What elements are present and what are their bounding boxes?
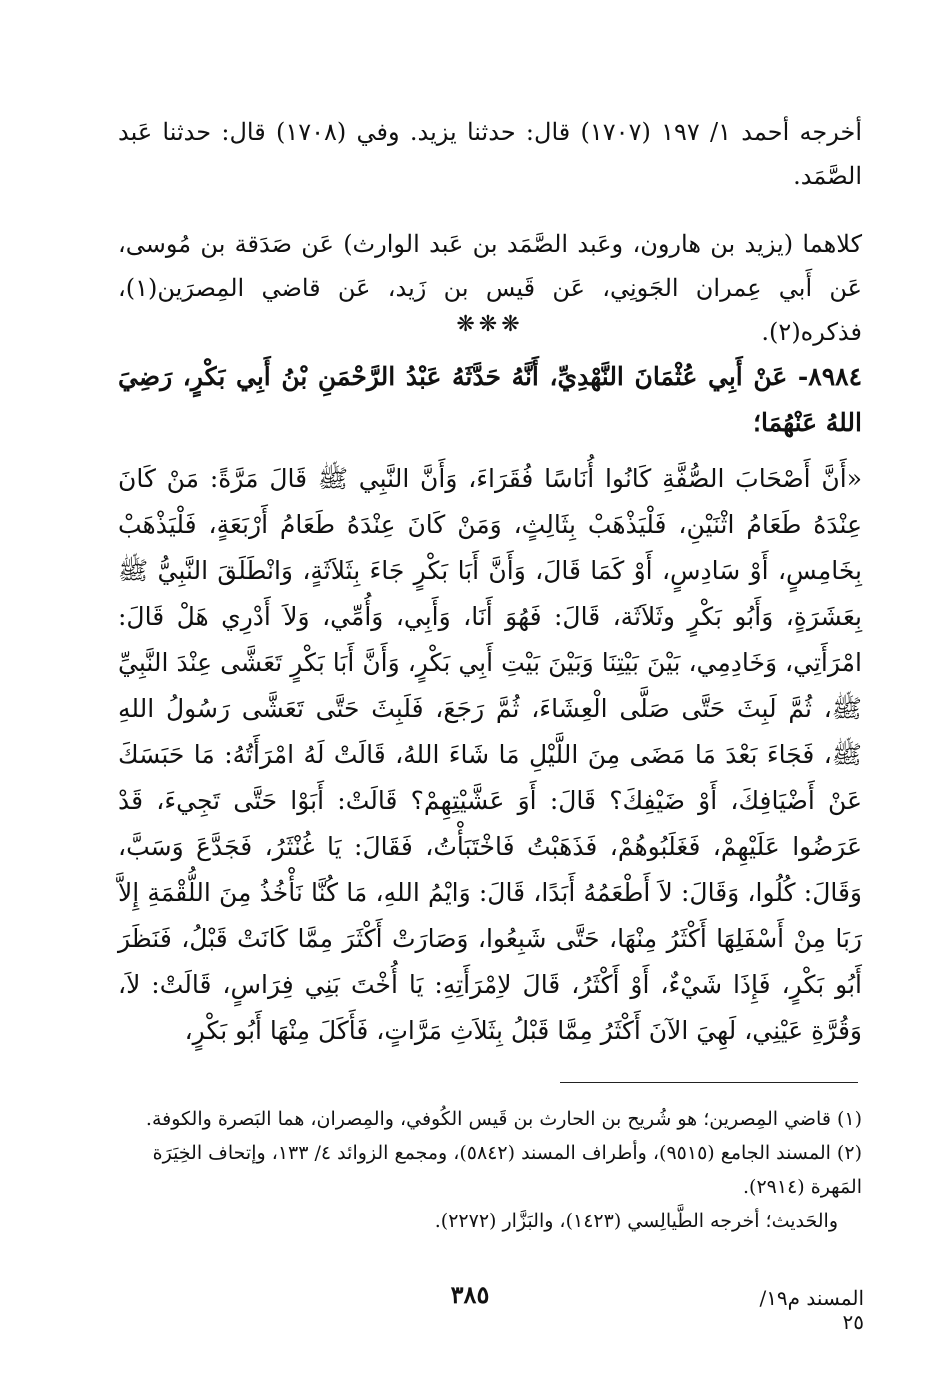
takhrij-paragraph: أخرجه أحمد ١/ ١٩٧ (١٧٠٧) قال: حدثنا يزيد. وفي (١٧٠٨) قال: حدثنا عَبد الصَّمَد. bbox=[118, 118, 863, 190]
footnotes bbox=[118, 1102, 862, 1238]
hadith-heading: ٨٩٨٤- عَنْ أَبِي عُثْمَانَ النَّهْدِيِّ، أَنَّهُ حَدَّثَهُ عَبْدُ الرَّحْمَنِ بْنُ أَبِي بَكْرٍ، رَضِيَ اللهُ عَنْهُمَا؛ bbox=[118, 362, 862, 437]
section-separator: ❋❋❋ bbox=[456, 312, 524, 337]
footnote-hadith-sources: والحَديث؛ أخرجه الطَّيالِسي (١٤٢٣)، والبَزَّار (٢٢٧٢). bbox=[434, 1210, 838, 1232]
volume-signature: المسند م١٩/ ٢٥ bbox=[759, 1286, 864, 1334]
footnote-1: (١) قاضي المِصرين؛ هو شُريح بن الحارث بن قَيس الكُوفي، والمِصران، هما البَصرة والكوفة. bbox=[145, 1108, 862, 1130]
hadith-text: «أَنَّ أَصْحَابَ الصُّفَّةِ كَانُوا أُنَاسًا فُقَرَاءَ، وَأَنَّ النَّبِي ﷺ قَالَ مَرَّةً: مَنْ كَانَ عِنْدَهُ طَعَامُ اثْنَيْنِ، فَلْيَذْهَبْ بِثَالِثٍ، وَمَنْ كَانَ عِنْدَهُ طَعَامُ أَرْبَعَةٍ، فَلْيَذْهَبْ بِخَامِسٍ، أَوْ سَادِسٍ، أَوْ كَمَا قَالَ، وَأَنَّ أَبَا بَكْرٍ جَاءَ بِثَلاَثَةٍ، وَانْطَلَقَ النَّبِيُّ ﷺ بِعَشَرَةٍ، وَأَبُو بَكْرٍ وثَلاَثَة، قَالَ: فَهُوَ أَنَا، وَأَبِي، وَأُمِّي، وَلاَ أَدْرِي هَلْ قَالَ: امْرَأَتِي، وَخَادِمِي، بَيْنَ بَيْتِنَا وَبَيْنَ بَيْتِ أَبِي بَكْرٍ، وَأَنَّ أَبَا بَكْرٍ تَعَشَّى عِنْدَ النَّبِيِّ ﷺ، ثُمَّ لَبِثَ حَتَّى صَلَّى الْعِشَاءَ، ثُمَّ رَجَعَ، فَلَبِثَ حَتَّى تَعَشَّى رَسُولُ اللهِ ﷺ، فَجَاءَ بَعْدَ مَا مَضَى مِنَ اللَّيْلِ مَا شَاءَ اللهُ، قَالَتْ لَهُ امْرَأَتُهُ: مَا حَبَسَكَ عَنْ أَضْيَافِكَ، أَوْ ضَيْفِكَ؟ قَالَ: أَوَ عَشَّيْتِهِمْ؟ قَالَتْ: أَبَوْا حَتَّى تَجِيءَ، قَدْ عَرَضُوا عَلَيْهِمْ، فَغَلَبُوهُمْ، فَذَهَبْتُ فَاخْتَبَأْتُ، فَقَالَ: يَا غُنْثَرُ، فَجَدَّعَ وَسَبَّ، وَقَالَ: كُلُوا، وَقَالَ: لاَ أَطْعَمُهُ أَبَدًا، قَالَ: وَايْمُ اللهِ، مَا كُنَّا نَأْخُذُ مِنَ اللُّقْمَةِ إِلاَّ رَبَا مِنْ أَسْفَلِهَا أَكْثَرُ مِنْهَا، حَتَّى شَبِعُوا، وَصَارَتْ أَكْثَرَ مِمَّا كَانَتْ قَبْلُ، فَنَظَرَ أَبُو بَكْرٍ، فَإِذَا شَيْءٌ، أَوْ أَكْثَرُ، قَالَ لاِمْرَأَتِهِ: يَا أُخْتَ بَنِي فِرَاسٍ، قَالَتْ: لاَ، وَقُرَّةِ عَيْنِي، لَهِيَ الآنَ أَكْثَرُ مِمَّا قَبْلُ بِثَلاَثِ مَرَّاتٍ، فَأَكَلَ مِنْهَا أَبُو بَكْرٍ، bbox=[118, 464, 862, 1045]
page-number: ٣٨٥ bbox=[450, 1280, 490, 1309]
footnote-divider bbox=[560, 1082, 858, 1083]
footnote-2: (٢) المسند الجامع (٩٥١٥)، وأطراف المسند (٥٨٤٢)، ومجمع الزوائد ٤/ ١٣٣، وإتحاف الخِيَرَة المَهرة (٢٩١٤). bbox=[152, 1142, 862, 1198]
isnad-paragraph: كلاهما (يزيد بن هارون، وعَبد الصَّمَد بن عَبد الوارث) عَن صَدَقة بن مُوسى، عَن أَبي عِمران الجَونِي، عَن قَيس بن زَيد، عَن قاضي المِصرَين(١)، فذكره(٢). bbox=[118, 230, 862, 346]
